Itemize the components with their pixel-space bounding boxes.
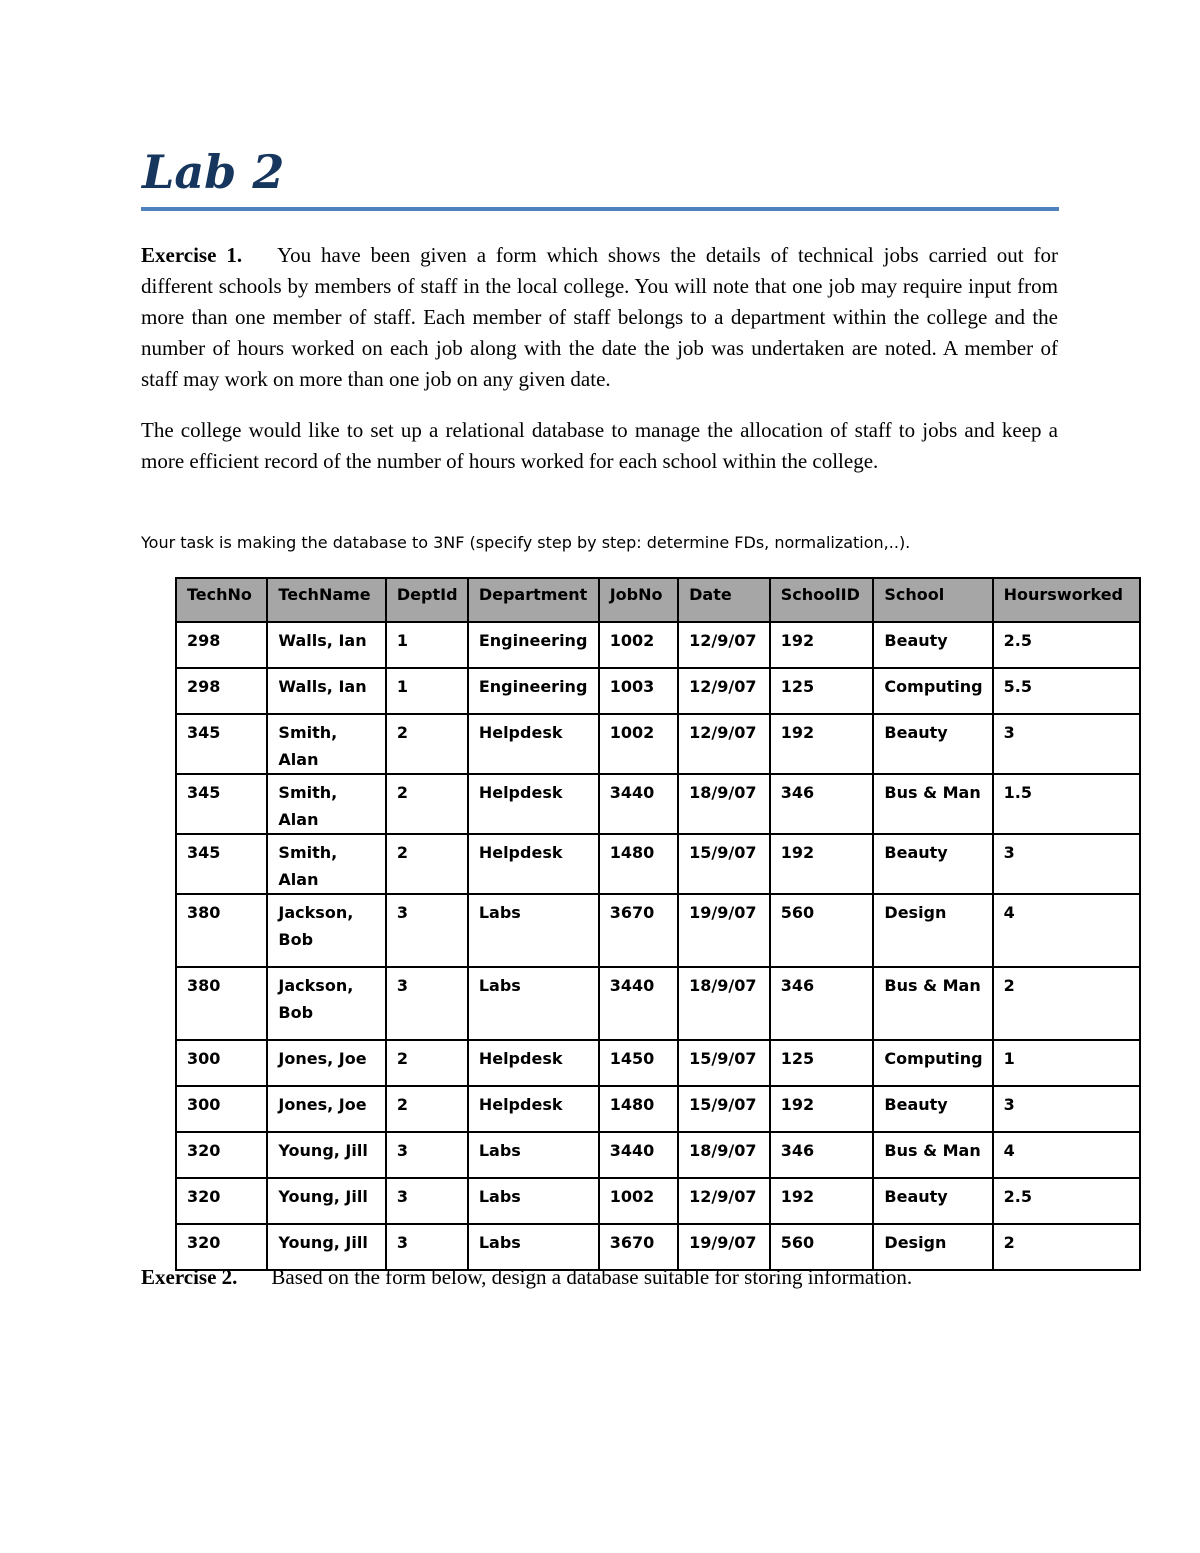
table-cell: 2	[386, 1040, 468, 1086]
table-cell: 15/9/07	[678, 834, 770, 894]
table-cell: 3670	[599, 894, 678, 967]
table-cell: 12/9/07	[678, 622, 770, 668]
table-cell: 1002	[599, 1178, 678, 1224]
table-cell: 1	[386, 622, 468, 668]
table-cell: Beauty	[873, 1086, 992, 1132]
column-header: Date	[678, 578, 770, 622]
table-cell: 346	[770, 1132, 874, 1178]
table-row	[176, 967, 1140, 1040]
exercise-1-paragraph	[141, 240, 1058, 395]
table-cell: 3	[386, 1132, 468, 1178]
table-cell: 1.5	[993, 774, 1140, 834]
column-header: TechName	[267, 578, 385, 622]
table-cell: 18/9/07	[678, 774, 770, 834]
column-header: TechNo	[176, 578, 267, 622]
table-cell: 5.5	[993, 668, 1140, 714]
table-cell: 12/9/07	[678, 714, 770, 774]
exercise-1-text: You have been given a form which shows the details of technical jobs carried out for different schools by members of staff in the local college. You will note that one job may require input from more than one member of staff. Each member of staff belongs to a department within the college and the number of hours worked on each job along with the date the job was undertaken are noted. A member of staff may work on more than one job on any given date.	[141, 243, 1058, 391]
table-cell: 1480	[599, 1086, 678, 1132]
table-cell: 320	[176, 1178, 267, 1224]
table-cell: 320	[176, 1132, 267, 1178]
table-cell: 560	[770, 894, 874, 967]
table-row	[176, 1040, 1140, 1086]
table-cell: Jones, Joe	[267, 1040, 385, 1086]
column-header: Department	[468, 578, 599, 622]
table-cell: 192	[770, 1086, 874, 1132]
table-cell: 298	[176, 668, 267, 714]
table-cell: 2	[386, 774, 468, 834]
table-row	[176, 714, 1140, 774]
table-cell: Bus & Man	[873, 774, 992, 834]
college-paragraph: The college would like to set up a relational database to manage the allocation of staff to jobs and keep a more efficient record of the number of hours worked for each school within the college.	[141, 418, 1058, 473]
table-row	[176, 1132, 1140, 1178]
table-cell: 2.5	[993, 622, 1140, 668]
table-cell: Computing	[873, 668, 992, 714]
table-cell: Jackson, Bob	[267, 967, 385, 1040]
column-header: JobNo	[599, 578, 678, 622]
table-cell: Smith, Alan	[267, 774, 385, 834]
table-cell: 2	[386, 1086, 468, 1132]
table-cell: 15/9/07	[678, 1040, 770, 1086]
table-cell: 3	[386, 967, 468, 1040]
table-cell: 12/9/07	[678, 1178, 770, 1224]
exercise-2-text: Based on the form below, design a database suitable for storing information.	[271, 1265, 913, 1289]
title-underline	[141, 207, 1059, 211]
table-row	[176, 1086, 1140, 1132]
table-cell: 380	[176, 894, 267, 967]
table-cell: 346	[770, 774, 874, 834]
table-cell: Smith, Alan	[267, 834, 385, 894]
table-cell: 1450	[599, 1040, 678, 1086]
table-cell: 3	[993, 714, 1140, 774]
exercise-2-paragraph	[141, 1262, 1058, 1293]
table-cell: 346	[770, 967, 874, 1040]
table-row	[176, 668, 1140, 714]
table-cell: 3440	[599, 1132, 678, 1178]
column-header: School	[873, 578, 992, 622]
table-cell: 192	[770, 714, 874, 774]
table-cell: 4	[993, 894, 1140, 967]
table-cell: Bus & Man	[873, 967, 992, 1040]
table-cell: 1	[386, 668, 468, 714]
table-cell: Labs	[468, 894, 599, 967]
table-cell: 345	[176, 834, 267, 894]
column-header: SchoolID	[770, 578, 874, 622]
table-cell: Young, Jill	[267, 1178, 385, 1224]
table-cell: Helpdesk	[468, 1086, 599, 1132]
table-cell: 2	[993, 967, 1140, 1040]
table-row	[176, 834, 1140, 894]
table-cell: 1002	[599, 622, 678, 668]
table-cell: Engineering	[468, 622, 599, 668]
table-cell: 18/9/07	[678, 1132, 770, 1178]
table-cell: 125	[770, 1040, 874, 1086]
table-cell: Design	[873, 894, 992, 967]
table-cell: Labs	[468, 1178, 599, 1224]
table-cell: 1480	[599, 834, 678, 894]
page-title: Lab 2	[142, 145, 285, 199]
table-cell: 3	[386, 894, 468, 967]
table-header-row	[176, 578, 1140, 622]
exercise-2-label: Exercise 2.	[141, 1265, 238, 1289]
table-cell: 125	[770, 668, 874, 714]
table-cell: Young, Jill	[267, 1132, 385, 1178]
table-cell: Jones, Joe	[267, 1086, 385, 1132]
table-cell: 2	[993, 1224, 1140, 1270]
table-cell: 192	[770, 834, 874, 894]
table-cell: Labs	[468, 1224, 599, 1270]
table-cell: 2.5	[993, 1178, 1140, 1224]
column-header: DeptId	[386, 578, 468, 622]
table-cell: 1003	[599, 668, 678, 714]
table-cell: 3	[386, 1224, 468, 1270]
table-cell: 3	[993, 1086, 1140, 1132]
table-body	[176, 622, 1140, 1270]
jobs-table	[175, 577, 1141, 1271]
table-cell: Labs	[468, 1132, 599, 1178]
table-cell: 3	[993, 834, 1140, 894]
table-cell: 345	[176, 774, 267, 834]
table-cell: 18/9/07	[678, 967, 770, 1040]
table-cell: 300	[176, 1086, 267, 1132]
table-cell: Walls, Ian	[267, 622, 385, 668]
table-cell: 560	[770, 1224, 874, 1270]
table-cell: 1	[993, 1040, 1140, 1086]
table-cell: 298	[176, 622, 267, 668]
table-cell: 300	[176, 1040, 267, 1086]
table-cell: Helpdesk	[468, 1040, 599, 1086]
table-cell: Beauty	[873, 1178, 992, 1224]
table-cell: Jackson, Bob	[267, 894, 385, 967]
table-cell: 192	[770, 622, 874, 668]
table-cell: 3670	[599, 1224, 678, 1270]
table-cell: 1002	[599, 714, 678, 774]
table-cell: Bus & Man	[873, 1132, 992, 1178]
table-cell: Helpdesk	[468, 834, 599, 894]
table-cell: Beauty	[873, 714, 992, 774]
table-cell: Helpdesk	[468, 714, 599, 774]
table-cell: Young, Jill	[267, 1224, 385, 1270]
task-instruction: Your task is making the database to 3NF (specify step by step: determine FDs, normalization,..).	[141, 533, 911, 552]
table-cell: 380	[176, 967, 267, 1040]
table-cell: Smith, Alan	[267, 714, 385, 774]
table-cell: 2	[386, 834, 468, 894]
table-cell: 4	[993, 1132, 1140, 1178]
table-cell: 19/9/07	[678, 894, 770, 967]
table-cell: 12/9/07	[678, 668, 770, 714]
table-cell: 3440	[599, 774, 678, 834]
table-row	[176, 622, 1140, 668]
table-cell: Helpdesk	[468, 774, 599, 834]
table-cell: 15/9/07	[678, 1086, 770, 1132]
table-cell: Design	[873, 1224, 992, 1270]
table-cell: Labs	[468, 967, 599, 1040]
exercise-1-label: Exercise 1.	[141, 243, 243, 267]
table-cell: Engineering	[468, 668, 599, 714]
column-header: Hoursworked	[993, 578, 1140, 622]
table-cell: Walls, Ian	[267, 668, 385, 714]
table-cell: 345	[176, 714, 267, 774]
table-row	[176, 1178, 1140, 1224]
table-cell: Beauty	[873, 622, 992, 668]
table-cell: 3440	[599, 967, 678, 1040]
table-cell: Computing	[873, 1040, 992, 1086]
table-row	[176, 774, 1140, 834]
table-cell: Beauty	[873, 834, 992, 894]
table-cell: 3	[386, 1178, 468, 1224]
table-row	[176, 894, 1140, 967]
table-cell: 320	[176, 1224, 267, 1270]
table-cell: 192	[770, 1178, 874, 1224]
table-cell: 2	[386, 714, 468, 774]
table-cell: 19/9/07	[678, 1224, 770, 1270]
